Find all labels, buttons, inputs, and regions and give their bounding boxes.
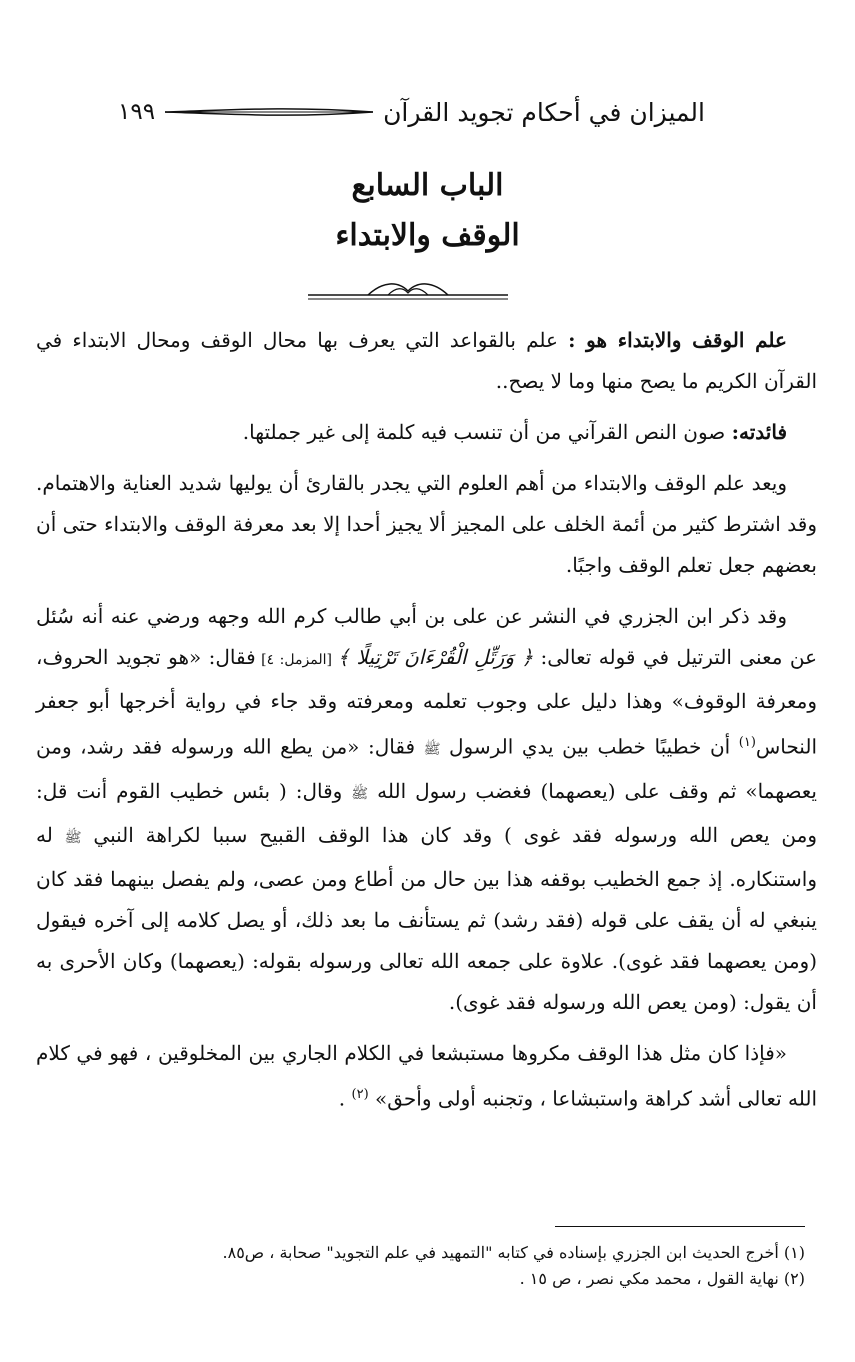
importance-paragraph: ويعد علم الوقف والابتداء من أهم العلوم التي يجدر بالقارئ أن يوليها شديد العناية والاهتمام. وقد اشترط كثير من أئمة الخلف على المجيز ألا يجيز أحدا إلا بعد معرفة الوقف والابتداء حتى أن بعضهم جعل تعلم الوقف واجبًا. [36,471,817,577]
verse-reference: [المزمل: ٤] [255,652,338,668]
header-rule-ornament [165,101,373,123]
main-text [36,320,817,1129]
chapter-title: الباب السابع [351,168,504,203]
narration-part-c: أن خطيبًا خطب بين يدي الرسول [440,734,739,759]
narration-part-e: وقال: ( بئس خطيب القوم أنت قل: ومن يعص الله ورسوله فقد غوى ) وقد كان هذا الوقف القبيح سببا لكراهة النبي [36,778,817,847]
conclusion-paragraph [36,1033,817,1120]
definition-text: علم بالقواعد التي يعرف بها محال الوقف ومحال الابتداء في القرآن الكريم ما يصح منها وما لا يصح.. [36,328,817,393]
honorific-symbol: ﷺ [64,829,82,846]
footnote-ref-1[interactable]: (١) [738,735,756,750]
conclusion-text: «فإذا كان مثل هذا الوقف مكروها مستبشعا في الكلام الجاري بين المخلوقين ، فهو في كلام الله تعالى أشد كراهة واستبشاعا ، وتجنبه أولى وأحق» [36,1040,817,1111]
book-title: الميزان في أحكام تجويد القرآن [383,97,705,127]
footnote-ref-2[interactable]: (٢) [351,1086,369,1102]
footnote-separator [555,1226,805,1227]
footnote-2: (٢) نهاية القول ، محمد مكي نصر ، ص ١٥ . [519,1269,805,1288]
narration-paragraph [36,596,817,1023]
footnote-1: (١) أخرج الحديث ابن الجزري بإسناده في كتابه "التمهيد في علم التجويد" صحابة ، ص٨٥. [222,1243,805,1262]
section-title: الوقف والابتداء [335,218,520,253]
quran-verse: ﴿ وَرَتِّلِ الْقُرْءَانَ تَرْتِيلًا ﴾ [337,645,534,669]
definition-term: علم الوقف والابتداء هو : [568,328,787,352]
benefit-text: صون النص القرآني من أن تنسب فيه كلمة إلى غير جملتها. [242,420,732,444]
narration-part-d: فقال: «من يطع الله ورسوله فقد رشد، ومن يعصهما» ثم وقف على (يعصهما) فغضب رسول الله [36,734,818,803]
footnotes [60,1240,805,1292]
page-number: ١٩٩ [118,99,156,125]
narration-part-f: له واستنكاره. إذ جمع الخطيب بوقفه هذا بين حال من أطاع ومن عصى، ولم يفصل بينهما فقد كان ينبغي له أن يقف على قوله (فقد رشد) ثم يستأنف ما بعد ذلك، أو يصل كلامه إلى آخره فيقول (ومن يعصهما فقد غوى). علاوة على جمعه الله تعالى ورسوله بقوله: (يعصهما) وكان الأحرى به أن يقول: (ومن يعص الله ورسوله فقد غوى). [36,822,817,1014]
running-header [118,92,705,132]
narration-part-b: فقال: «هو تجويد الحروف، ومعرفة الوقوف» وهذا دليل على وجوب تعلمه ومعرفته وقد جاء في رواية أخرجها أبو جعفر النحاس [36,645,817,759]
honorific-symbol: ﷺ [351,785,369,802]
divider-ornament [308,279,508,303]
definition-paragraph [36,320,817,402]
benefit-term: فائدته: [731,420,787,444]
conclusion-tail: . [338,1086,352,1111]
benefit-paragraph [36,412,817,453]
honorific-symbol: ﷺ [423,741,441,758]
narration-part-a: وقد ذكر ابن الجزري في النشر عن على بن أبي طالب كرم الله وجهه ورضي عنه أنه سُئل عن معنى الترتيل في قوله تعالى: [36,604,817,669]
